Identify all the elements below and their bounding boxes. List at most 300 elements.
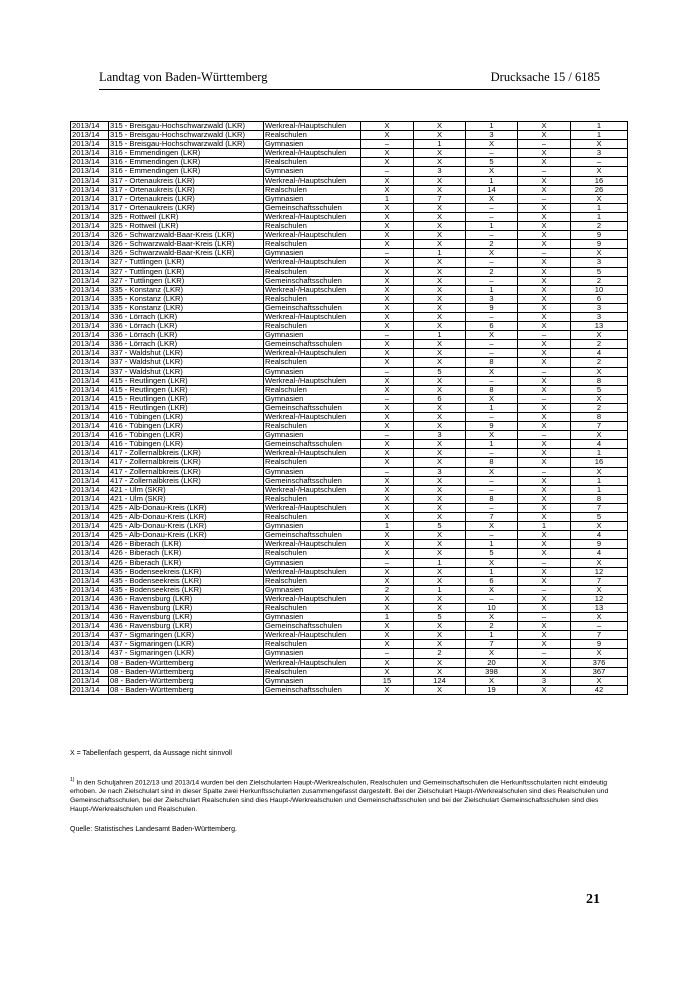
table-cell: Gymnasien: [264, 194, 361, 203]
table-row: [71, 649, 628, 658]
table-cell: 376: [571, 658, 628, 667]
table-cell: 1: [466, 285, 518, 294]
table-row: [71, 431, 628, 440]
table-cell: 3: [466, 131, 518, 140]
table-row: [71, 158, 628, 167]
table-row: [71, 176, 628, 185]
table-row: [71, 503, 628, 512]
table-row: [71, 140, 628, 149]
table-cell: Werkreal-/Hauptschulen: [264, 376, 361, 385]
table-cell: X: [414, 285, 466, 294]
table-cell: Werkreal-/Hauptschulen: [264, 122, 361, 131]
table-cell: X: [571, 431, 628, 440]
table-cell: 1: [466, 631, 518, 640]
table-cell: 2: [361, 585, 414, 594]
table-cell: 426 - Biberach (LKR): [109, 540, 264, 549]
table-cell: 6: [571, 294, 628, 303]
table-cell: X: [414, 449, 466, 458]
table-cell: 2013/14: [71, 658, 109, 667]
table-cell: –: [518, 140, 571, 149]
table-cell: 2: [571, 358, 628, 367]
table-cell: X: [361, 276, 414, 285]
table-cell: X: [361, 658, 414, 667]
table-cell: 1: [414, 558, 466, 567]
table-cell: X: [518, 449, 571, 458]
table-cell: 5: [466, 158, 518, 167]
table-cell: 7: [571, 503, 628, 512]
table-cell: X: [361, 376, 414, 385]
table-cell: X: [414, 349, 466, 358]
table-cell: 2013/14: [71, 522, 109, 531]
table-cell: 327 - Tuttlingen (LKR): [109, 267, 264, 276]
table-cell: 1: [414, 585, 466, 594]
table-cell: 335 - Konstanz (LKR): [109, 294, 264, 303]
table-cell: X: [518, 212, 571, 221]
table-cell: Gymnasien: [264, 167, 361, 176]
table-cell: 2013/14: [71, 649, 109, 658]
table-cell: X: [518, 376, 571, 385]
table-cell: –: [361, 249, 414, 258]
table-row: [71, 349, 628, 358]
table-cell: 326 - Schwarzwald-Baar-Kreis (LKR): [109, 249, 264, 258]
table-cell: –: [571, 622, 628, 631]
table-cell: 2013/14: [71, 385, 109, 394]
table-cell: 8: [466, 494, 518, 503]
table-cell: 437 - Sigmaringen (LKR): [109, 649, 264, 658]
table-cell: –: [518, 167, 571, 176]
table-cell: Werkreal-/Hauptschulen: [264, 449, 361, 458]
table-cell: 2013/14: [71, 513, 109, 522]
table-cell: 2013/14: [71, 567, 109, 576]
table-cell: X: [414, 549, 466, 558]
table-cell: Gemeinschaftsschulen: [264, 403, 361, 412]
table-cell: 4: [571, 349, 628, 358]
table-cell: X: [414, 603, 466, 612]
table-cell: Gymnasien: [264, 676, 361, 685]
table-row: [71, 449, 628, 458]
table-row: [71, 576, 628, 585]
table-cell: 1: [414, 331, 466, 340]
table-cell: X: [518, 594, 571, 603]
table-cell: 2013/14: [71, 340, 109, 349]
table-cell: X: [361, 503, 414, 512]
table-cell: –: [518, 649, 571, 658]
table-cell: 2013/14: [71, 140, 109, 149]
table-cell: X: [414, 294, 466, 303]
table-cell: X: [414, 385, 466, 394]
page-number: 21: [586, 892, 600, 907]
table-cell: 7: [571, 422, 628, 431]
table-row: [71, 240, 628, 249]
table-cell: 3: [571, 149, 628, 158]
table-cell: X: [361, 640, 414, 649]
table-cell: 5: [466, 549, 518, 558]
table-cell: X: [571, 558, 628, 567]
table-cell: 421 - Ulm (SKR): [109, 485, 264, 494]
table-cell: 2013/14: [71, 640, 109, 649]
table-cell: 26: [571, 185, 628, 194]
table-cell: X: [518, 513, 571, 522]
table-cell: X: [361, 667, 414, 676]
table-cell: Realschulen: [264, 667, 361, 676]
table-cell: 8: [466, 385, 518, 394]
table-cell: 425 - Alb-Donau-Kreis (LKR): [109, 522, 264, 531]
table-cell: Gymnasien: [264, 331, 361, 340]
table-cell: 1: [466, 403, 518, 412]
table-cell: 417 - Zollernalbkreis (LKR): [109, 449, 264, 458]
table-cell: 42: [571, 685, 628, 694]
table-cell: Werkreal-/Hauptschulen: [264, 485, 361, 494]
table-cell: X: [518, 458, 571, 467]
table-cell: 416 - Tübingen (LKR): [109, 413, 264, 422]
table-cell: X: [414, 312, 466, 321]
table-cell: 435 - Bodenseekreis (LKR): [109, 576, 264, 585]
table-cell: –: [466, 312, 518, 321]
table-cell: –: [571, 158, 628, 167]
table-cell: 1: [571, 122, 628, 131]
table-cell: X: [414, 340, 466, 349]
table-cell: 2013/14: [71, 258, 109, 267]
table-cell: –: [361, 558, 414, 567]
table-cell: 437 - Sigmaringen (LKR): [109, 631, 264, 640]
table-cell: 2013/14: [71, 485, 109, 494]
table-cell: 5: [571, 513, 628, 522]
table-cell: X: [518, 122, 571, 131]
table-cell: 417 - Zollernalbkreis (LKR): [109, 476, 264, 485]
table-cell: Realschulen: [264, 267, 361, 276]
table-cell: Werkreal-/Hauptschulen: [264, 176, 361, 185]
table-cell: 2013/14: [71, 631, 109, 640]
table-cell: Gymnasien: [264, 431, 361, 440]
table-cell: –: [466, 340, 518, 349]
table-cell: 124: [414, 676, 466, 685]
table-cell: –: [361, 331, 414, 340]
table-cell: 8: [571, 494, 628, 503]
page-header: [99, 70, 600, 90]
table-cell: X: [518, 222, 571, 231]
table-cell: 2: [571, 340, 628, 349]
table-row: [71, 667, 628, 676]
table-cell: Werkreal-/Hauptschulen: [264, 285, 361, 294]
table-cell: 315 - Breisgau-Hochschwarzwald (LKR): [109, 140, 264, 149]
table-cell: 2013/14: [71, 476, 109, 485]
table-cell: 7: [466, 513, 518, 522]
table-cell: X: [518, 440, 571, 449]
table-cell: X: [518, 231, 571, 240]
table-cell: X: [414, 458, 466, 467]
table-cell: X: [361, 322, 414, 331]
table-cell: X: [414, 258, 466, 267]
table-cell: Gymnasien: [264, 522, 361, 531]
table-cell: –: [518, 249, 571, 258]
table-cell: X: [466, 522, 518, 531]
table-cell: Realschulen: [264, 322, 361, 331]
table-cell: 335 - Konstanz (LKR): [109, 285, 264, 294]
table-cell: X: [518, 622, 571, 631]
table-cell: X: [518, 476, 571, 485]
table-cell: X: [361, 440, 414, 449]
table-cell: –: [518, 331, 571, 340]
table-cell: X: [361, 513, 414, 522]
table-cell: X: [414, 158, 466, 167]
table-cell: –: [361, 394, 414, 403]
table-cell: X: [414, 403, 466, 412]
table-cell: X: [414, 122, 466, 131]
table-row: [71, 222, 628, 231]
table-cell: 9: [571, 240, 628, 249]
table-cell: 2013/14: [71, 222, 109, 231]
table-row: [71, 367, 628, 376]
table-cell: –: [518, 558, 571, 567]
table-cell: –: [361, 649, 414, 658]
table-cell: 10: [466, 603, 518, 612]
table-row: [71, 267, 628, 276]
table-cell: 6: [466, 576, 518, 585]
table-cell: X: [361, 567, 414, 576]
table-cell: X: [414, 476, 466, 485]
table-cell: 421 - Ulm (SKR): [109, 494, 264, 503]
table-row: [71, 394, 628, 403]
table-cell: 5: [571, 267, 628, 276]
table-cell: X: [518, 312, 571, 321]
table-cell: Werkreal-/Hauptschulen: [264, 349, 361, 358]
table-cell: X: [414, 640, 466, 649]
table-cell: Realschulen: [264, 458, 361, 467]
table-cell: X: [466, 613, 518, 622]
table-cell: X: [361, 349, 414, 358]
table-row: [71, 549, 628, 558]
table-row: [71, 603, 628, 612]
table-cell: 3: [414, 431, 466, 440]
table-cell: 2013/14: [71, 240, 109, 249]
table-cell: –: [466, 276, 518, 285]
table-cell: 2013/14: [71, 667, 109, 676]
table-cell: 5: [571, 385, 628, 394]
table-cell: 436 - Ravensburg (LKR): [109, 613, 264, 622]
table-cell: 1: [571, 476, 628, 485]
table-cell: X: [414, 494, 466, 503]
table-cell: Gymnasien: [264, 613, 361, 622]
table-cell: 316 - Emmendingen (LKR): [109, 149, 264, 158]
table-cell: X: [571, 249, 628, 258]
table-cell: –: [518, 467, 571, 476]
table-cell: 08 - Baden-Württemberg: [109, 658, 264, 667]
table-cell: X: [414, 240, 466, 249]
table-cell: 2013/14: [71, 349, 109, 358]
table-cell: X: [361, 531, 414, 540]
table-cell: 2013/14: [71, 331, 109, 340]
table-cell: X: [518, 485, 571, 494]
table-cell: X: [361, 212, 414, 221]
table-row: [71, 322, 628, 331]
table-cell: 2013/14: [71, 131, 109, 140]
table-cell: 1: [414, 249, 466, 258]
table-cell: Gymnasien: [264, 585, 361, 594]
table-cell: 325 - Rottweil (LKR): [109, 222, 264, 231]
table-cell: 2013/14: [71, 440, 109, 449]
table-cell: X: [414, 576, 466, 585]
table-cell: 8: [571, 376, 628, 385]
table-cell: 2013/14: [71, 540, 109, 549]
table-cell: 9: [571, 640, 628, 649]
table-cell: Werkreal-/Hauptschulen: [264, 658, 361, 667]
table-cell: X: [414, 531, 466, 540]
table-cell: X: [466, 140, 518, 149]
table-cell: X: [518, 358, 571, 367]
table-cell: X: [466, 249, 518, 258]
table-cell: 2013/14: [71, 294, 109, 303]
table-cell: –: [466, 231, 518, 240]
table-cell: –: [361, 431, 414, 440]
header-rule: [99, 89, 600, 90]
table-cell: X: [518, 631, 571, 640]
table-cell: X: [571, 331, 628, 340]
table-cell: 2: [571, 222, 628, 231]
table-row: [71, 467, 628, 476]
table-cell: X: [518, 285, 571, 294]
table-cell: X: [518, 340, 571, 349]
table-cell: 3: [571, 258, 628, 267]
table-row: [71, 249, 628, 258]
table-row: [71, 403, 628, 412]
table-cell: 417 - Zollernalbkreis (LKR): [109, 467, 264, 476]
table-cell: 415 - Reutlingen (LKR): [109, 385, 264, 394]
table-row: [71, 185, 628, 194]
table-cell: 416 - Tübingen (LKR): [109, 440, 264, 449]
table-cell: –: [361, 140, 414, 149]
table-row: [71, 622, 628, 631]
table-cell: 327 - Tuttlingen (LKR): [109, 276, 264, 285]
table-cell: X: [361, 122, 414, 131]
table-row: [71, 194, 628, 203]
table-cell: X: [361, 240, 414, 249]
table-row: [71, 340, 628, 349]
table-cell: X: [466, 167, 518, 176]
table-cell: X: [414, 413, 466, 422]
table-cell: X: [361, 403, 414, 412]
table-cell: 2013/14: [71, 367, 109, 376]
table-row: [71, 122, 628, 131]
table-row: [71, 440, 628, 449]
table-row: [71, 585, 628, 594]
table-cell: 08 - Baden-Württemberg: [109, 667, 264, 676]
table-cell: 2013/14: [71, 494, 109, 503]
table-row: [71, 640, 628, 649]
table-cell: 3: [518, 676, 571, 685]
table-cell: –: [466, 349, 518, 358]
table-cell: 1: [414, 140, 466, 149]
table-cell: 1: [466, 540, 518, 549]
table-cell: X: [518, 640, 571, 649]
table-row: [71, 276, 628, 285]
table-cell: 3: [466, 294, 518, 303]
table-cell: Gymnasien: [264, 649, 361, 658]
table-cell: Gemeinschaftsschulen: [264, 685, 361, 694]
table-cell: 316 - Emmendingen (LKR): [109, 158, 264, 167]
table-row: [71, 331, 628, 340]
table-cell: X: [361, 185, 414, 194]
table-cell: –: [361, 367, 414, 376]
table-cell: 2013/14: [71, 613, 109, 622]
table-row: [71, 258, 628, 267]
footnote-mark: 1): [70, 777, 75, 783]
table-cell: X: [518, 303, 571, 312]
table-cell: X: [571, 367, 628, 376]
table-cell: X: [361, 494, 414, 503]
table-row: [71, 485, 628, 494]
table-cell: 327 - Tuttlingen (LKR): [109, 258, 264, 267]
table-cell: 436 - Ravensburg (LKR): [109, 622, 264, 631]
table-cell: Realschulen: [264, 385, 361, 394]
table-cell: X: [571, 613, 628, 622]
source-note: Quelle: Statistisches Landesamt Baden-Württemberg.: [70, 826, 237, 833]
table-cell: Gemeinschaftsschulen: [264, 531, 361, 540]
table-cell: X: [414, 185, 466, 194]
table-cell: 1: [361, 613, 414, 622]
table-cell: X: [466, 558, 518, 567]
table-cell: 2013/14: [71, 622, 109, 631]
table-cell: X: [361, 131, 414, 140]
table-cell: –: [466, 531, 518, 540]
table-cell: 416 - Tübingen (LKR): [109, 422, 264, 431]
table-cell: X: [466, 367, 518, 376]
table-cell: X: [518, 685, 571, 694]
table-cell: 08 - Baden-Württemberg: [109, 685, 264, 694]
table-cell: 336 - Lörrach (LKR): [109, 322, 264, 331]
table-cell: 435 - Bodenseekreis (LKR): [109, 567, 264, 576]
table-body: [71, 122, 628, 695]
table-cell: 2013/14: [71, 303, 109, 312]
table-cell: 08 - Baden-Württemberg: [109, 676, 264, 685]
table-cell: –: [466, 258, 518, 267]
table-cell: 8: [571, 413, 628, 422]
table-cell: X: [518, 422, 571, 431]
table-cell: X: [414, 212, 466, 221]
table-cell: 2013/14: [71, 394, 109, 403]
table-cell: 2013/14: [71, 576, 109, 585]
table-cell: 2013/14: [71, 603, 109, 612]
table-cell: X: [518, 176, 571, 185]
table-cell: Gemeinschaftsschulen: [264, 303, 361, 312]
table-cell: X: [466, 676, 518, 685]
table-cell: 6: [466, 322, 518, 331]
table-cell: –: [518, 585, 571, 594]
table-cell: X: [518, 149, 571, 158]
table-cell: X: [414, 440, 466, 449]
table-cell: X: [361, 312, 414, 321]
table-cell: 2013/14: [71, 212, 109, 221]
table-cell: 4: [571, 549, 628, 558]
table-cell: 2: [466, 267, 518, 276]
table-cell: 416 - Tübingen (LKR): [109, 431, 264, 440]
table-cell: Werkreal-/Hauptschulen: [264, 540, 361, 549]
table-row: [71, 149, 628, 158]
table-cell: 2013/14: [71, 376, 109, 385]
table-cell: X: [414, 149, 466, 158]
table-cell: 2: [414, 649, 466, 658]
table-cell: X: [414, 667, 466, 676]
table-cell: Realschulen: [264, 549, 361, 558]
table-cell: Realschulen: [264, 640, 361, 649]
table-cell: 2013/14: [71, 312, 109, 321]
table-cell: Gymnasien: [264, 558, 361, 567]
table-cell: 4: [571, 531, 628, 540]
table-cell: 7: [571, 576, 628, 585]
table-cell: X: [414, 131, 466, 140]
table-cell: 15: [361, 676, 414, 685]
table-cell: X: [361, 476, 414, 485]
table-cell: 426 - Biberach (LKR): [109, 558, 264, 567]
